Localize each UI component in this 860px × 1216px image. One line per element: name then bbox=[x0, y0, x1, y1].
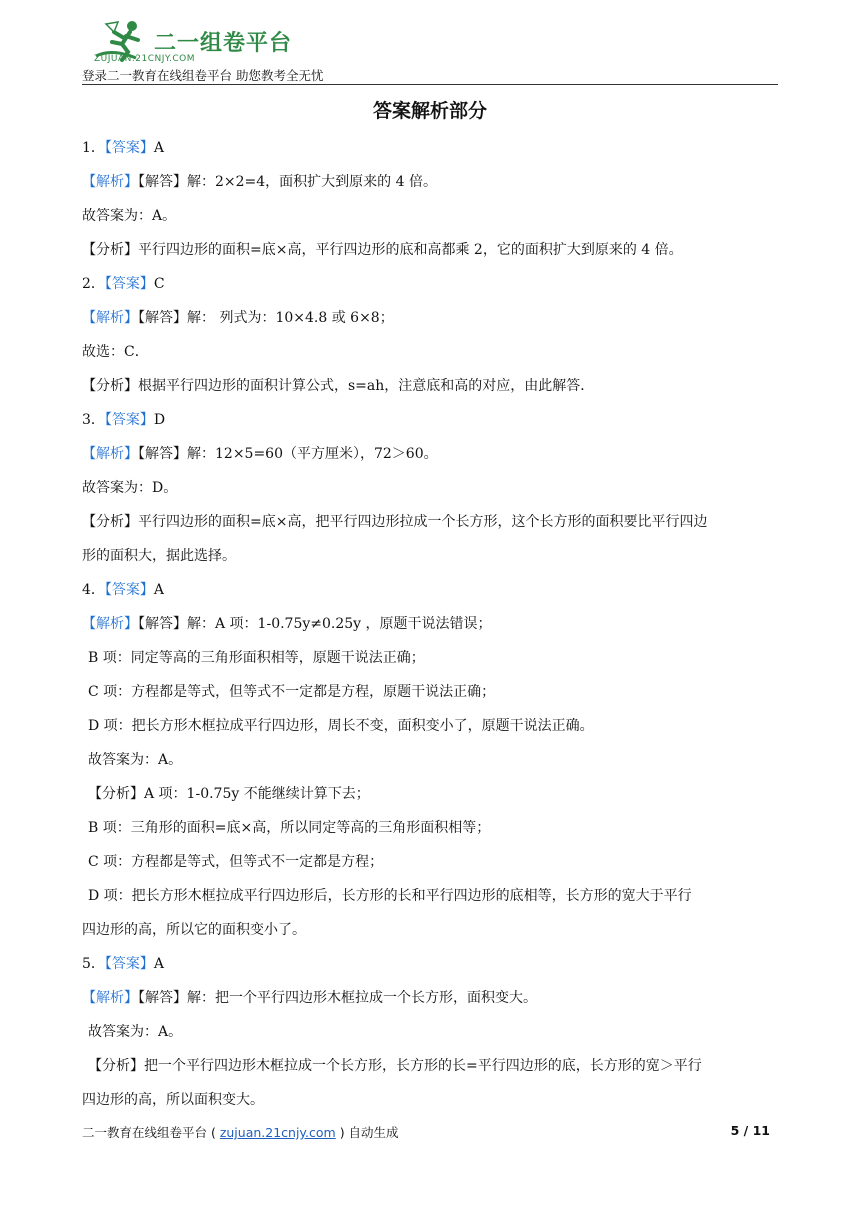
text-segment: A bbox=[153, 956, 165, 972]
text-segment: 故答案为：A。 bbox=[88, 752, 183, 768]
header-slogan: 登录二一教育在线组卷平台 助您教考全无忧 bbox=[82, 68, 324, 83]
text-segment: 【解答】解：2×2=4，面积扩大到原来的 4 倍。 bbox=[138, 174, 437, 190]
label-tag: 【答案】 bbox=[104, 140, 154, 156]
text-line bbox=[82, 947, 782, 981]
text-segment: 【分析】平行四边形的面积=底×高，把平行四边形拉成一个长方形，这个长方形的面积要比平行四边 bbox=[82, 514, 708, 530]
text-segment: C bbox=[153, 276, 165, 292]
text-line bbox=[82, 539, 782, 573]
text-line bbox=[82, 743, 782, 777]
text-segment: 故答案为：D。 bbox=[82, 480, 178, 496]
text-segment: 【分析】根据平行四边形的面积计算公式，s=ah，注意底和高的对应，由此解答． bbox=[82, 378, 595, 394]
text-line bbox=[82, 845, 782, 879]
page-footer bbox=[82, 1123, 782, 1143]
logo-subtext: ZUJUAN.21CNJY.COM bbox=[94, 54, 196, 64]
label-tag: 【解析】 bbox=[82, 174, 138, 190]
footer-suffix: ) 自动生成 bbox=[335, 1125, 399, 1140]
text-segment: 2． bbox=[82, 276, 105, 292]
text-line bbox=[82, 709, 782, 743]
text-segment: C 项：方程都是等式，但等式不一定都是方程，原题干说法正确； bbox=[88, 684, 496, 700]
text-line bbox=[82, 335, 782, 369]
text-segment: 【解答】解：把一个平行四边形木框拉成一个长方形，面积变大。 bbox=[138, 990, 537, 1006]
header-divider bbox=[82, 84, 778, 85]
text-line bbox=[82, 607, 782, 641]
text-line bbox=[82, 233, 782, 267]
page-title: 答案解析部分 bbox=[372, 100, 487, 122]
text-line bbox=[82, 675, 782, 709]
text-line bbox=[82, 1015, 782, 1049]
text-line bbox=[82, 913, 782, 947]
text-segment: 3． bbox=[82, 412, 105, 428]
label-tag: 【答案】 bbox=[104, 276, 154, 292]
label-tag: 【解析】 bbox=[82, 616, 138, 632]
label-tag: 【答案】 bbox=[104, 412, 154, 428]
page-number: 5 / 11 bbox=[730, 1123, 770, 1138]
logo-text: 二一组卷平台 bbox=[154, 31, 293, 56]
text-line bbox=[82, 131, 782, 165]
logo bbox=[92, 14, 292, 70]
text-segment: 【解答】解：12×5=60（平方厘米），72＞60。 bbox=[138, 446, 438, 462]
text-line bbox=[82, 437, 782, 471]
text-line bbox=[82, 1083, 782, 1117]
text-line bbox=[82, 369, 782, 403]
text-segment: D 项：把长方形木框拉成平行四边形后，长方形的长和平行四边形的底相等，长方形的宽大于平行 bbox=[88, 888, 692, 904]
text-line bbox=[82, 1049, 782, 1083]
text-segment: D 项：把长方形木框拉成平行四边形，周长不变，面积变小了，原题干说法正确。 bbox=[88, 718, 594, 734]
label-tag: 【解析】 bbox=[82, 310, 138, 326]
text-line bbox=[82, 879, 782, 913]
label-tag: 【解析】 bbox=[82, 446, 138, 462]
label-tag: 【答案】 bbox=[104, 582, 154, 598]
text-segment: D bbox=[153, 412, 166, 428]
text-line bbox=[82, 403, 782, 437]
footer-source bbox=[82, 1123, 399, 1141]
text-line bbox=[82, 505, 782, 539]
text-line bbox=[82, 471, 782, 505]
text-segment: 5． bbox=[82, 956, 105, 972]
label-tag: 【解析】 bbox=[82, 990, 138, 1006]
text-segment: 故答案为：A。 bbox=[82, 208, 177, 224]
text-segment: 故答案为：A。 bbox=[88, 1024, 183, 1040]
footer-prefix: 二一教育在线组卷平台 ( bbox=[82, 1125, 220, 1140]
text-line bbox=[82, 199, 782, 233]
text-line bbox=[82, 301, 782, 335]
text-segment: 四边形的高，所以它的面积变小了。 bbox=[82, 922, 306, 938]
text-segment: 【分析】A 项：1-0.75y 不能继续计算下去； bbox=[88, 786, 370, 802]
text-segment: A bbox=[153, 582, 165, 598]
text-segment: 【分析】把一个平行四边形木框拉成一个长方形，长方形的长=平行四边形的底，长方形的宽＞平行 bbox=[88, 1058, 702, 1074]
text-line bbox=[82, 981, 782, 1015]
page-header bbox=[82, 14, 778, 86]
text-segment: 【分析】平行四边形的面积=底×高，平行四边形的底和高都乘 2，它的面积扩大到原来的 4 倍。 bbox=[82, 242, 683, 258]
answer-content bbox=[82, 131, 782, 1117]
text-segment: 1． bbox=[82, 140, 105, 156]
label-tag: 【答案】 bbox=[104, 956, 154, 972]
text-line bbox=[82, 777, 782, 811]
text-line bbox=[82, 641, 782, 675]
text-line bbox=[82, 573, 782, 607]
text-segment: B 项：三角形的面积=底×高，所以同定等高的三角形面积相等； bbox=[88, 820, 491, 836]
text-segment: 4． bbox=[82, 582, 105, 598]
text-segment: A bbox=[153, 140, 165, 156]
text-segment: 【解答】解： 列式为：10×4.8 或 6×8； bbox=[138, 310, 394, 326]
text-line bbox=[82, 165, 782, 199]
text-segment: 故选：C． bbox=[82, 344, 149, 360]
footer-link[interactable]: zujuan.21cnjy.com bbox=[219, 1125, 336, 1140]
text-segment: B 项：同定等高的三角形面积相等，原题干说法正确； bbox=[88, 650, 425, 666]
text-segment: 形的面积大，据此选择。 bbox=[82, 548, 236, 564]
text-segment: C 项：方程都是等式，但等式不一定都是方程； bbox=[88, 854, 384, 870]
text-segment: 四边形的高，所以面积变大。 bbox=[82, 1092, 264, 1108]
text-segment: 【解答】解：A 项：1-0.75y≠0.25y ，原题干说法错误； bbox=[138, 616, 492, 632]
text-line bbox=[82, 267, 782, 301]
text-line bbox=[82, 811, 782, 845]
